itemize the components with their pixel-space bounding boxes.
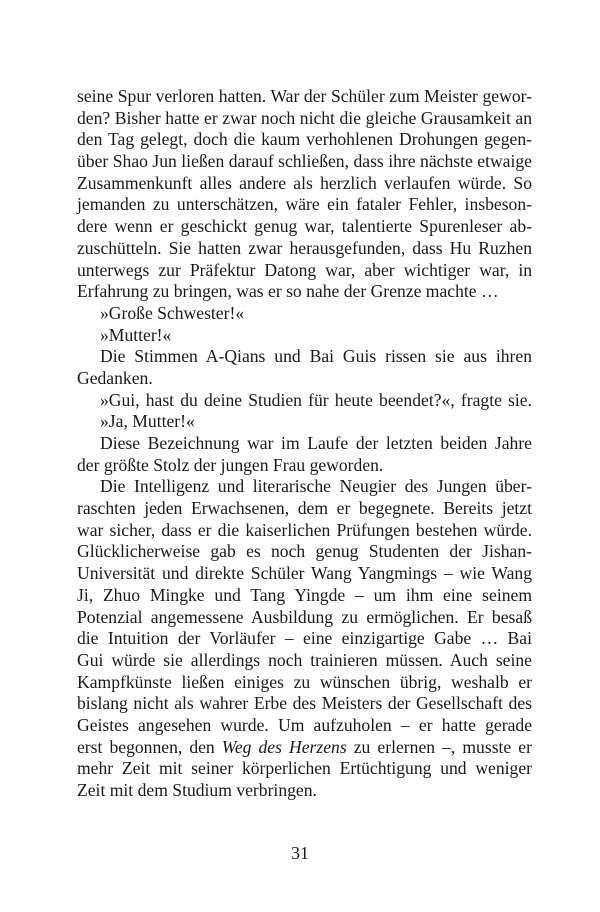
text-line: jemanden zu unterschätzen, wäre ein fataler Fehler, insbeson- — [77, 194, 532, 215]
text-line: war sicher, dass er die kaiserlichen Prüfungen bestehen würde. — [77, 519, 532, 540]
text-line: dere wenn er geschickt genug war, talentierte Spurenleser ab- — [77, 216, 532, 237]
dialogue-line: »Ja, Mutter!« — [100, 411, 195, 432]
text-line: Kampfkünste ließen einiges zu wünschen übrig, weshalb er — [77, 671, 532, 692]
text-line: mehr Zeit mit seiner körperlichen Ertüchtigung und weniger — [77, 758, 532, 779]
dialogue-line: »Mutter!« — [100, 324, 172, 345]
text-line: Geistes angesehen wurde. Um aufzuholen – er hatte gerade — [77, 714, 532, 735]
text-line: Ji, Zhuo Mingke und Tang Yingde – um ihm eine seinem — [77, 584, 532, 605]
text-line-with-italic — [77, 737, 532, 759]
text-line: Zusammenkunft alles andere als herzlich verlaufen würde. So — [77, 172, 532, 193]
text-line: den Tag gelegt, doch die kaum verhohlenen Drohungen gegen- — [77, 129, 532, 150]
text-line: Erfahrung zu bringen, was er so nahe der Grenze machte … — [77, 281, 499, 302]
text-line: über Shao Jun ließen darauf schließen, dass ihre nächste etwaige — [77, 151, 532, 172]
text-line: Gedanken. — [77, 367, 153, 388]
text-line: raschten jeden Erwachsenen, dem er begegnete. Bereits jetzt — [77, 498, 532, 519]
italic-title: Weg des Herzens — [221, 736, 347, 757]
text-line: Die Stimmen A-Qians und Bai Guis rissen sie aus ihren — [100, 346, 532, 367]
text-line: Gui würde sie allerdings noch trainieren müssen. Auch seine — [77, 649, 532, 670]
text-line: zuschütteln. Sie hatten zwar herausgefunden, dass Hu Ruzhen — [77, 237, 532, 258]
page-number: 31 — [291, 843, 309, 863]
text-line: Diese Bezeichnung war im Laufe der letzten beiden Jahre — [100, 433, 532, 453]
text-line: Die Intelligenz und literarische Neugier des Jungen über- — [100, 476, 532, 497]
text-line: Potenzial angemessene Ausbildung zu ermöglichen. Er besaß — [77, 606, 532, 627]
dialogue-line: »Große Schwester!« — [100, 302, 245, 323]
text-line: unterwegs zur Präfektur Datong war, aber wichtiger war, in — [77, 259, 532, 280]
text-line: den? Bisher hatte er zwar noch nicht die gleiche Grausamkeit an — [77, 107, 532, 128]
text-line: Zeit mit dem Studium verbringen. — [77, 780, 317, 800]
dialogue-line: »Gui, hast du deine Studien für heute beendet?«, fragte sie. — [100, 389, 532, 410]
text-line: bislang nicht als wahrer Erbe des Meisters der Gesellschaft des — [77, 693, 532, 714]
text-line: Glücklicherweise gab es noch genug Studenten der Jishan- — [77, 541, 532, 562]
text-line: seine Spur verloren hatten. War der Schüler zum Meister gewor- — [77, 86, 532, 106]
text-line: der größte Stolz der jungen Frau geworden. — [77, 454, 384, 475]
text-segment: zu erlernen –, musste er — [346, 736, 532, 757]
body-text — [77, 86, 532, 802]
text-line: die Intuition der Vorläufer – eine einzigartige Gabe … Bai — [77, 628, 532, 649]
text-segment: erst begonnen, den — [77, 736, 222, 757]
text-line: Universität und direkte Schüler Wang Yangmings – wie Wang — [77, 563, 532, 584]
